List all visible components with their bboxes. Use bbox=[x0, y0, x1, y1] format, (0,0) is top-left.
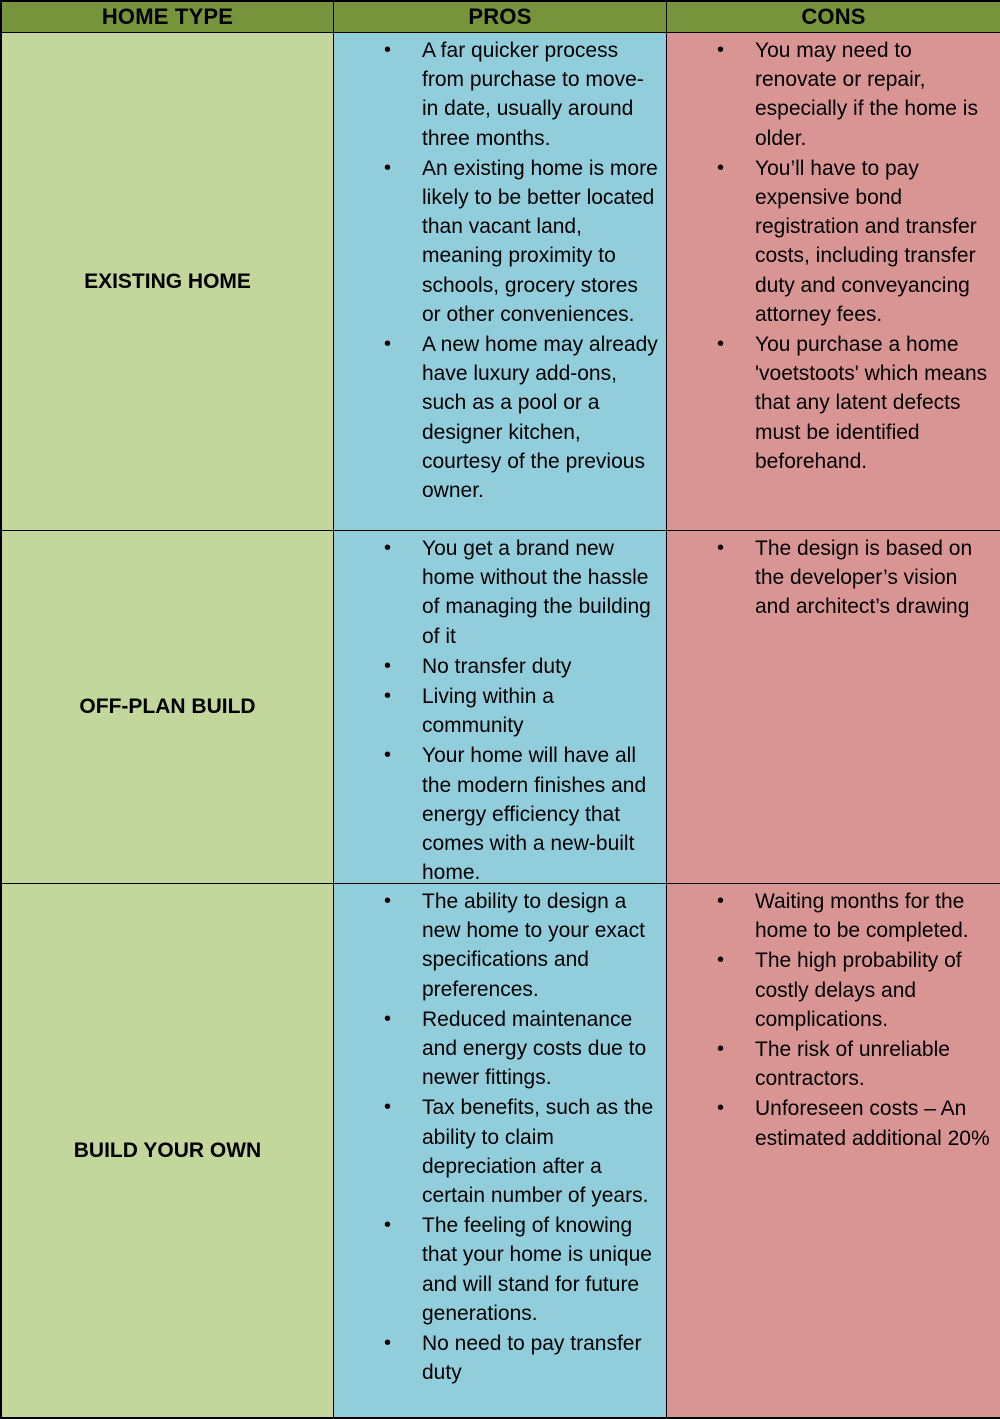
row-build-your-own-pros bbox=[334, 884, 667, 1417]
pros-item-text: An existing home is more likely to be better located than vacant land, meaning proximity to schools, grocery stores or other conveniences. bbox=[422, 156, 658, 326]
pros-item-text: Your home will have all the modern finishes and energy efficiency that comes with a new-built home. bbox=[422, 744, 647, 884]
cons-item-text: Waiting months for the home to be completed. bbox=[755, 890, 969, 943]
cons-item bbox=[667, 330, 994, 476]
cons-item-text: You may need to renovate or repair, especially if the home is older. bbox=[755, 39, 978, 150]
bullet-icon: • bbox=[384, 1007, 392, 1030]
bullet-icon: • bbox=[384, 1214, 392, 1237]
cons-item-text: The risk of unreliable contractors. bbox=[755, 1038, 950, 1091]
bullet-icon: • bbox=[384, 890, 392, 912]
cons-list bbox=[667, 33, 1000, 476]
pros-item-text: Tax benefits, such as the ability to claim depreciation after a certain number of years. bbox=[422, 1096, 654, 1208]
bullet-icon: • bbox=[384, 744, 392, 767]
pros-item bbox=[334, 1005, 660, 1093]
pros-item-text: The ability to design a new home to your exact specifications and preferences. bbox=[422, 890, 645, 1001]
row-off-plan-type: OFF-PLAN BUILD bbox=[2, 531, 334, 884]
pros-item bbox=[334, 36, 660, 153]
header-pros: PROS bbox=[334, 2, 667, 33]
bullet-icon: • bbox=[384, 537, 392, 559]
pros-item bbox=[334, 887, 660, 1004]
row-existing-home-type: EXISTING HOME bbox=[2, 33, 334, 531]
bullet-icon: • bbox=[717, 1097, 725, 1120]
bullet-icon: • bbox=[384, 333, 392, 356]
pros-item-text: You get a brand new home without the hassle of managing the building of it bbox=[422, 537, 651, 648]
bullet-icon: • bbox=[717, 333, 725, 356]
cons-item bbox=[667, 887, 994, 945]
row-existing-home-pros bbox=[334, 33, 667, 531]
row-build-your-own-type: BUILD YOUR OWN bbox=[2, 884, 334, 1417]
header-cons: CONS bbox=[667, 2, 1000, 33]
pros-item bbox=[334, 1093, 660, 1210]
cons-item-text: The high probability of costly delays and complications. bbox=[755, 949, 962, 1031]
bullet-icon: • bbox=[717, 1038, 725, 1061]
cons-item-text: You’ll have to pay expensive bond registration and transfer costs, including transfer duty and conveyancing attorney fees. bbox=[755, 156, 977, 326]
bullet-icon: • bbox=[384, 1096, 392, 1119]
bullet-icon: • bbox=[384, 654, 392, 677]
bullet-icon: • bbox=[717, 39, 725, 61]
pros-list bbox=[334, 33, 666, 505]
pros-list bbox=[334, 884, 666, 1387]
cons-item-text: Unforeseen costs – An estimated additional 20% bbox=[755, 1097, 990, 1150]
pros-item bbox=[334, 652, 660, 681]
cons-list bbox=[667, 884, 1000, 1153]
row-build-your-own-cons bbox=[667, 884, 1000, 1417]
pros-list bbox=[334, 531, 666, 884]
cons-item bbox=[667, 1094, 994, 1152]
pros-item bbox=[334, 1329, 660, 1387]
cons-item bbox=[667, 154, 994, 329]
row-off-plan-cons bbox=[667, 531, 1000, 884]
bullet-icon: • bbox=[717, 949, 725, 972]
cons-item bbox=[667, 534, 994, 622]
pros-item-text: Living within a community bbox=[422, 685, 554, 738]
bullet-icon: • bbox=[384, 1332, 392, 1355]
cons-item-text: The design is based on the developer’s vision and architect’s drawing bbox=[755, 537, 973, 619]
row-existing-home-cons bbox=[667, 33, 1000, 531]
pros-item-text: The feeling of knowing that your home is unique and will stand for future generations. bbox=[422, 1214, 652, 1325]
pros-item bbox=[334, 534, 660, 651]
pros-item-text: Reduced maintenance and energy costs due to newer fittings. bbox=[422, 1007, 647, 1090]
cons-item bbox=[667, 36, 994, 153]
cons-item bbox=[667, 1035, 994, 1093]
pros-item-text: A far quicker process from purchase to move-in date, usually around three months. bbox=[422, 39, 644, 150]
pros-item-text: No transfer duty bbox=[422, 654, 572, 678]
cons-item-text: You purchase a home 'voetstoots' which means that any latent defects must be identified beforehand. bbox=[755, 333, 988, 473]
bullet-icon: • bbox=[717, 890, 725, 912]
bullet-icon: • bbox=[384, 685, 392, 708]
bullet-icon: • bbox=[717, 537, 725, 559]
header-home-type: HOME TYPE bbox=[2, 2, 334, 33]
pros-item-text: No need to pay transfer duty bbox=[422, 1332, 642, 1385]
cons-list bbox=[667, 531, 1000, 622]
pros-item bbox=[334, 1211, 660, 1328]
bullet-icon: • bbox=[384, 39, 392, 61]
bullet-icon: • bbox=[717, 156, 725, 179]
row-off-plan-pros bbox=[334, 531, 667, 884]
pros-item bbox=[334, 741, 660, 884]
bullet-icon: • bbox=[384, 156, 392, 179]
pros-item-text: A new home may already have luxury add-ons, such as a pool or a designer kitchen, courtesy of the previous owner. bbox=[422, 333, 658, 503]
pros-item bbox=[334, 154, 660, 329]
cons-item bbox=[667, 946, 994, 1034]
pros-item bbox=[334, 682, 660, 740]
pros-item bbox=[334, 330, 660, 505]
